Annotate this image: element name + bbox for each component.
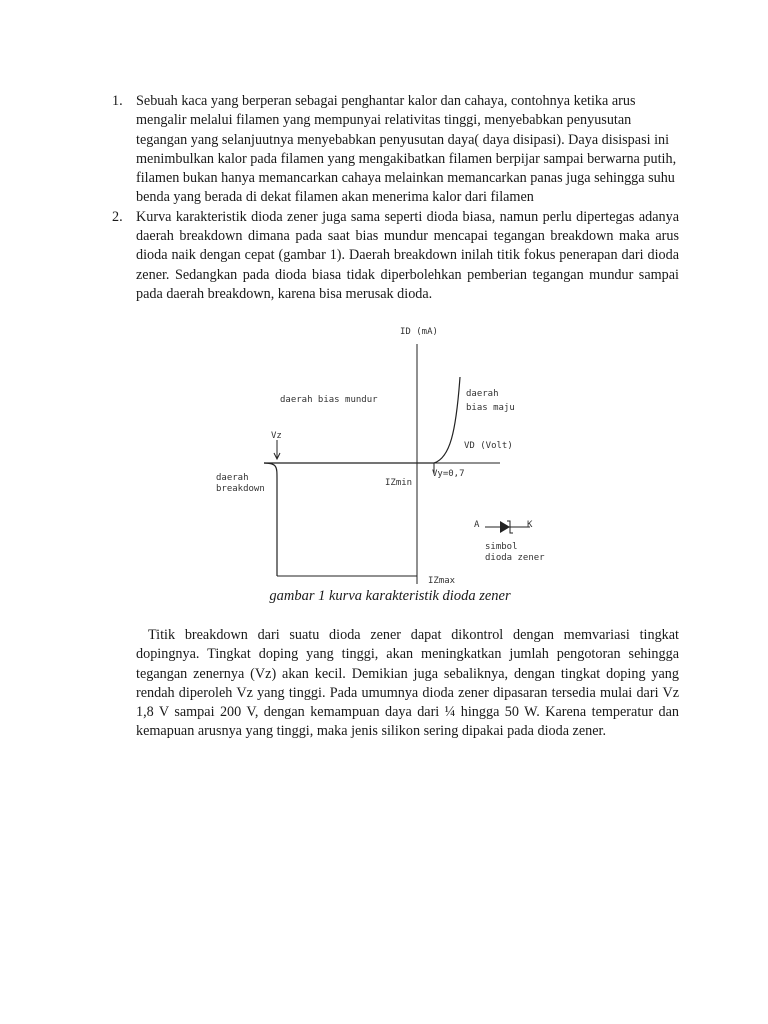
list-item [0, 208, 679, 304]
id-axis-label: ID (mA) [400, 327, 438, 337]
anode-label: A [474, 520, 480, 530]
zener-diode-symbol [485, 521, 530, 533]
list-number: 2. [112, 208, 123, 225]
list-item-text: Sebuah kaca yang berperan sebagai penghantar kalor dan cahaya, contohnya ketika arus mengalir melalui filamen yang mempunyai relativitas tinggi, menyebabkan penyusutan tegangan yang selanjuutnya menyebabkan penyusutan daya( daya disipasi). Daya disispasi ini menimbulkan kalor pada filamen yang mengakibatkan filamen berpijar sampai berwarna putih, filamen bukan hanya memancarkan cahaya melainkan memancarkan panas juga sehingga suhu benda yang berada di dekat filamen akan menerima kalor dari filamen [136, 93, 677, 206]
zener-curve-diagram [200, 322, 580, 584]
list-number: 1. [112, 93, 123, 109]
forward-bias-curve [264, 377, 460, 463]
breakdown-label-line1: daerah [216, 473, 249, 483]
izmax-label: IZmax [428, 576, 456, 584]
figure-caption: gambar 1 kurva karakteristik dioda zener [269, 588, 511, 604]
list-item [0, 92, 679, 208]
breakdown-curve [264, 463, 277, 576]
symbol-label-line1: simbol [485, 542, 518, 552]
forward-bias-label-line1: daerah [466, 389, 499, 399]
numbered-list [0, 92, 768, 304]
body-paragraph: Titik breakdown dari suatu dioda zener dapat dikontrol dengan memvariasi tingkat dopingnya. Tingkat doping yang tinggi, akan meningkatkan jumlah pengotoran sehingga tegangan zenernya (Vz) akan kecil. Demikian juga sebaliknya, dengan tingkat doping yang rendah diperoleh Vz yang tinggi. Pada umumnya dioda zener dipasaran tersedia mulai dari Vz 1,8 V sampai 200 V, dengan kemampuan daya dari ¼ hingga 50 W. Karena temperatur dan kemapuan arusnya yang tinggi, maka jenis silikon sering dipakai pada dioda zener. [136, 627, 679, 740]
izmin-label: IZmin [385, 478, 413, 488]
breakdown-label-line2: breakdown [216, 484, 265, 494]
reverse-bias-label: daerah bias mundur [280, 395, 378, 405]
forward-bias-label-line2: bias maju [466, 403, 515, 413]
zener-characteristic-figure [200, 322, 580, 612]
cathode-label: K [527, 520, 533, 530]
list-item-text: Kurva karakteristik dioda zener juga sama seperti dioda biasa, namun perlu dipertegas adanya daerah breakdown dimana pada saat bias mundur mencapai tegangan breakdown maka arus dioda naik dengan cepat (gambar 1). Daerah breakdown inilah titik fokus penerapan dari dioda zener. Sedangkan pada dioda biasa tidak diperbolehkan pemberian tegangan mundur sampai pada daerah breakdown, karena bisa merusak dioda. [136, 208, 679, 302]
vz-label: Vz [271, 431, 282, 441]
symbol-label-line2: dioda zener [485, 553, 545, 563]
vd-axis-label: VD (Volt) [464, 441, 513, 451]
vy-label: Vy=0,7 [432, 469, 465, 479]
